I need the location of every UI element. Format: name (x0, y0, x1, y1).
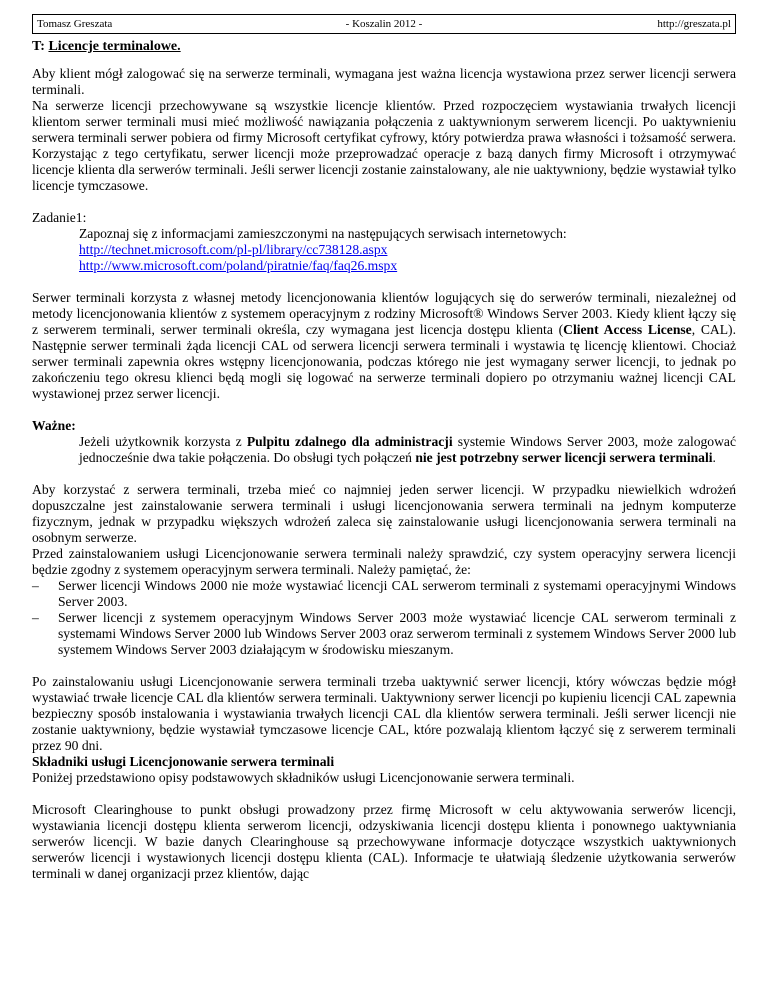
intro-paragraph-1: Aby klient mógł zalogować się na serwerze terminali, wymagana jest ważna licencja wystawiona przez serwer licencji serwera terminali. (32, 66, 736, 97)
cal-term: Client Access License (563, 322, 692, 337)
header-site: http://greszata.pl (657, 18, 731, 30)
important-bold-2: nie jest potrzebny serwer licencji serwera terminali (415, 450, 713, 465)
task-block (79, 226, 736, 274)
important-bold-1: Pulpitu zdalnego dla administracji (246, 434, 453, 449)
important-label-text: Ważne: (32, 418, 76, 433)
components-heading-text: Składniki usługi Licencjonowanie serwera terminali (32, 754, 335, 769)
cal-text-1: Serwer terminali korzysta z własnej metody licencjonowania klientów logujących się do serwerów terminali, niezależnej od metody licencjonowania klientów z systemem operacyjnym z rodziny Microsoft® Windows Server 2003. Kiedy klient łączy się z serwerem terminali, serwer terminali określa, czy wymagana jest licencja dostępu klienta ( (32, 290, 736, 337)
list-item-text: Serwer licencji Windows 2000 nie może wystawiać licencji CAL serwerom terminali z systemami operacyjnymi Windows Server 2003. (58, 578, 736, 609)
title-text: Licencje terminalowe. (48, 39, 181, 54)
task-link-microsoft-faq[interactable]: http://www.microsoft.com/poland/piratnie/faq/faq26.mspx (79, 258, 398, 273)
important-label (32, 418, 736, 434)
activate-paragraph: Po zainstalowaniu usługi Licencjonowanie serwera terminali trzeba uaktywnić serwer licencji, który wówczas będzie mógł wystawiać trwałe licencje CAL dla klientów serwera terminali. Uaktywniony serwer licencji po kupieniu licencji CAL zapewnia bezpieczny sposób instalowania i wystawiania trwałych licencji CAL dla klientów serwera terminali. Jeśli serwer licencji nie zostanie uaktywniony, będzie wystawiał tymczasowe licencje CAL, które pozwalają klientom łączyć się z serwerem terminali przez 90 dni. (32, 674, 736, 753)
page-header (32, 14, 736, 34)
components-heading (32, 754, 736, 770)
document-body (32, 39, 736, 882)
task-text: Zapoznaj się z informacjami zamieszczonymi na następujących serwisach internetowych: (79, 226, 567, 241)
deploy-paragraph-2: Przed zainstalowaniem usługi Licencjonowanie serwera terminali należy sprawdzić, czy system operacyjny serwera licencji będzie zgodny z systemem operacyjnym serwera terminali. Należy pamiętać, że: (32, 546, 736, 577)
important-text-2: systemie Windows Server 2003, może zalogować jednocześnie dwa takie połączenia. Do obsługi tych połączeń (79, 434, 736, 465)
bullet-dash-icon: – (32, 578, 39, 593)
header-author: Tomasz Greszata (37, 18, 113, 30)
deploy-paragraph-1: Aby korzystać z serwera terminali, trzeba mieć co najmniej jeden serwer licencji. W przypadku niewielkich wdrożeń dopuszczalne jest zainstalowanie serwera terminali i usługi licencjonowania serwera terminali na jednym komputerze fizycznym, jednak w przypadku większych wdrożeń zaleca się zainstalowanie usługi licencjonowania serwera terminali na osobnym serwerze. (32, 482, 736, 545)
intro-paragraph-2: Na serwerze licencji przechowywane są wszystkie licencje klientów. Przed rozpoczęciem wystawiania trwałych licencji klientom serwer terminali musi mieć możliwość nawiązania połączenia z uaktywnionym serwerem licencji. Po uaktywnieniu serwera terminali serwer pobiera od firmy Microsoft certyfikat cyfrowy, który potwierdza prawa własności i tożsamość serwera. Korzystając z tego certyfikatu, serwer licencji może przeprowadzać operacje z bazą danych firmy Microsoft i otrzymywać licencje klienta dla serwerów terminali. Jeśli serwer licencji zostanie zainstalowany, ale nie uaktywniony, będzie wystawiał tylko licencje tymczasowe. (32, 98, 736, 193)
list-item-text: Serwer licencji z systemem operacyjnym Windows Server 2003 może wystawiać licencje CAL serwerom terminali z systemami Windows Server 2000 lub Windows Server 2003 oraz serwerom terminali z systemem Windows Server 2000 lub systemem Windows Server 2003 działającym w środowisku mieszanym. (58, 610, 736, 657)
list-item (32, 610, 736, 658)
header-location-year: - Koszalin 2012 - (345, 18, 423, 30)
cal-paragraph (32, 290, 736, 402)
clearinghouse-paragraph: Microsoft Clearinghouse to punkt obsługi prowadzony przez firmę Microsoft w celu aktywowania serwerów licencji, wystawiania licencji dostępu klienta serwerom licencji, odzyskiwania licencji dostępu klienta i ponownego uaktywniania serwerów licencji. W bazie danych Clearinghouse są przechowywane informacje dotyczące wszystkich uaktywnionych serwerów licencji i wystawionych licencji dostępu klienta (CAL). Informacje te ułatwiają śledzenie użytkowania serwerów terminali w danej organizacji przez klientów, dając (32, 802, 736, 881)
page-title (32, 39, 736, 55)
important-text-3: . (712, 450, 716, 465)
important-note (79, 434, 736, 466)
bullet-dash-icon: – (32, 610, 39, 625)
important-text-1: Jeżeli użytkownik korzysta z (79, 434, 247, 449)
components-text: Poniżej przedstawiono opisy podstawowych składników usługi Licencjonowanie serwera terminali. (32, 770, 575, 785)
task-link-technet[interactable]: http://technet.microsoft.com/pl-pl/library/cc738128.aspx (79, 242, 388, 257)
title-prefix: T: (32, 39, 49, 54)
task-label: Zadanie1: (32, 210, 87, 225)
cal-text-2: , CAL). Następnie serwer terminali żąda licencji CAL od serwera licencji serwera terminali i wystawia tę licencję klientowi. Chociaż serwer terminali zapewnia okres wstępny licencjonowania, podczas którego nie jest wymagany serwer licencji, to jednak po zakończeniu tego okresu klienci będą mogli się logować na serwerze terminali dopiero po otrzymaniu ważnej licencji CAL wystawionej przez serwer licencji. (32, 322, 736, 401)
list-item (32, 578, 736, 610)
